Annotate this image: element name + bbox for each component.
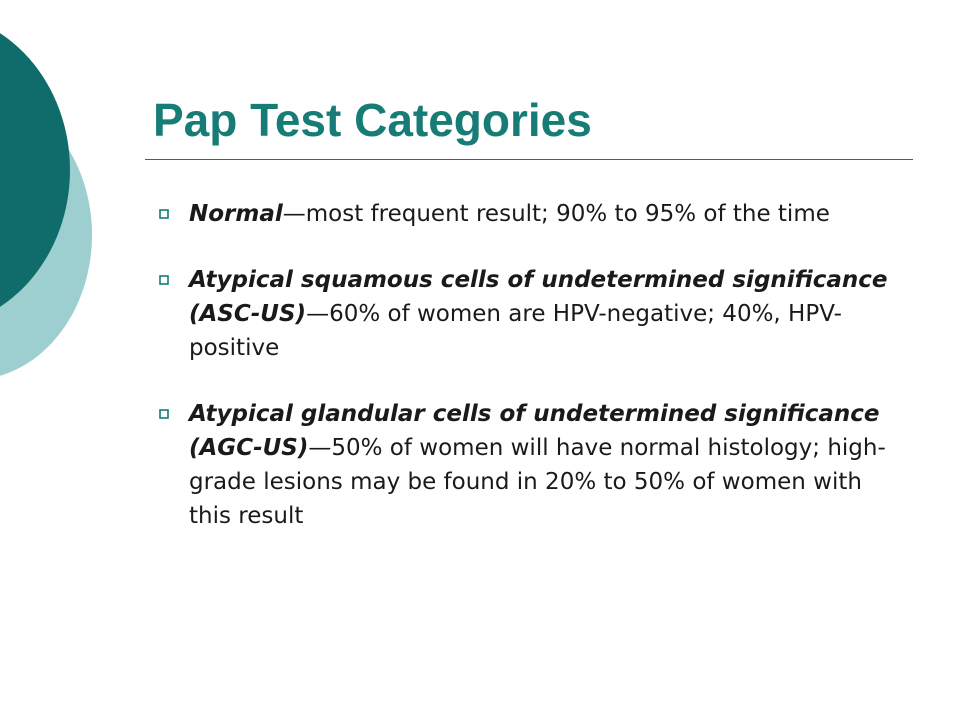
bullet-text: —50% of women will have normal histology; high-grade lesions may be found in 20% to 50% of women with this result (189, 435, 886, 529)
hollow-square-bullet-icon (158, 208, 170, 220)
bullet-text: —60% of women are HPV-negative; 40%, HPV-positive (189, 301, 842, 361)
bullet-term: Atypical glandular cells of undetermined significance (AGC-US) (189, 401, 880, 461)
bullet-text: —most frequent result; 90% to 95% of the time (282, 201, 830, 227)
bullet-term: Normal (189, 201, 283, 227)
hollow-square-bullet-icon (158, 408, 170, 420)
hollow-square-bullet-icon (158, 274, 170, 286)
bullet-term: Atypical squamous cells of undetermined significance (ASC-US) (189, 267, 888, 327)
bullet-item-agc-us (150, 397, 910, 533)
bullet-item-normal (150, 197, 910, 231)
bullet-item-asc-us (150, 263, 910, 365)
bullet-list (150, 197, 910, 565)
slide-title: Pap Test Categories (153, 94, 592, 146)
title-divider (145, 159, 913, 160)
